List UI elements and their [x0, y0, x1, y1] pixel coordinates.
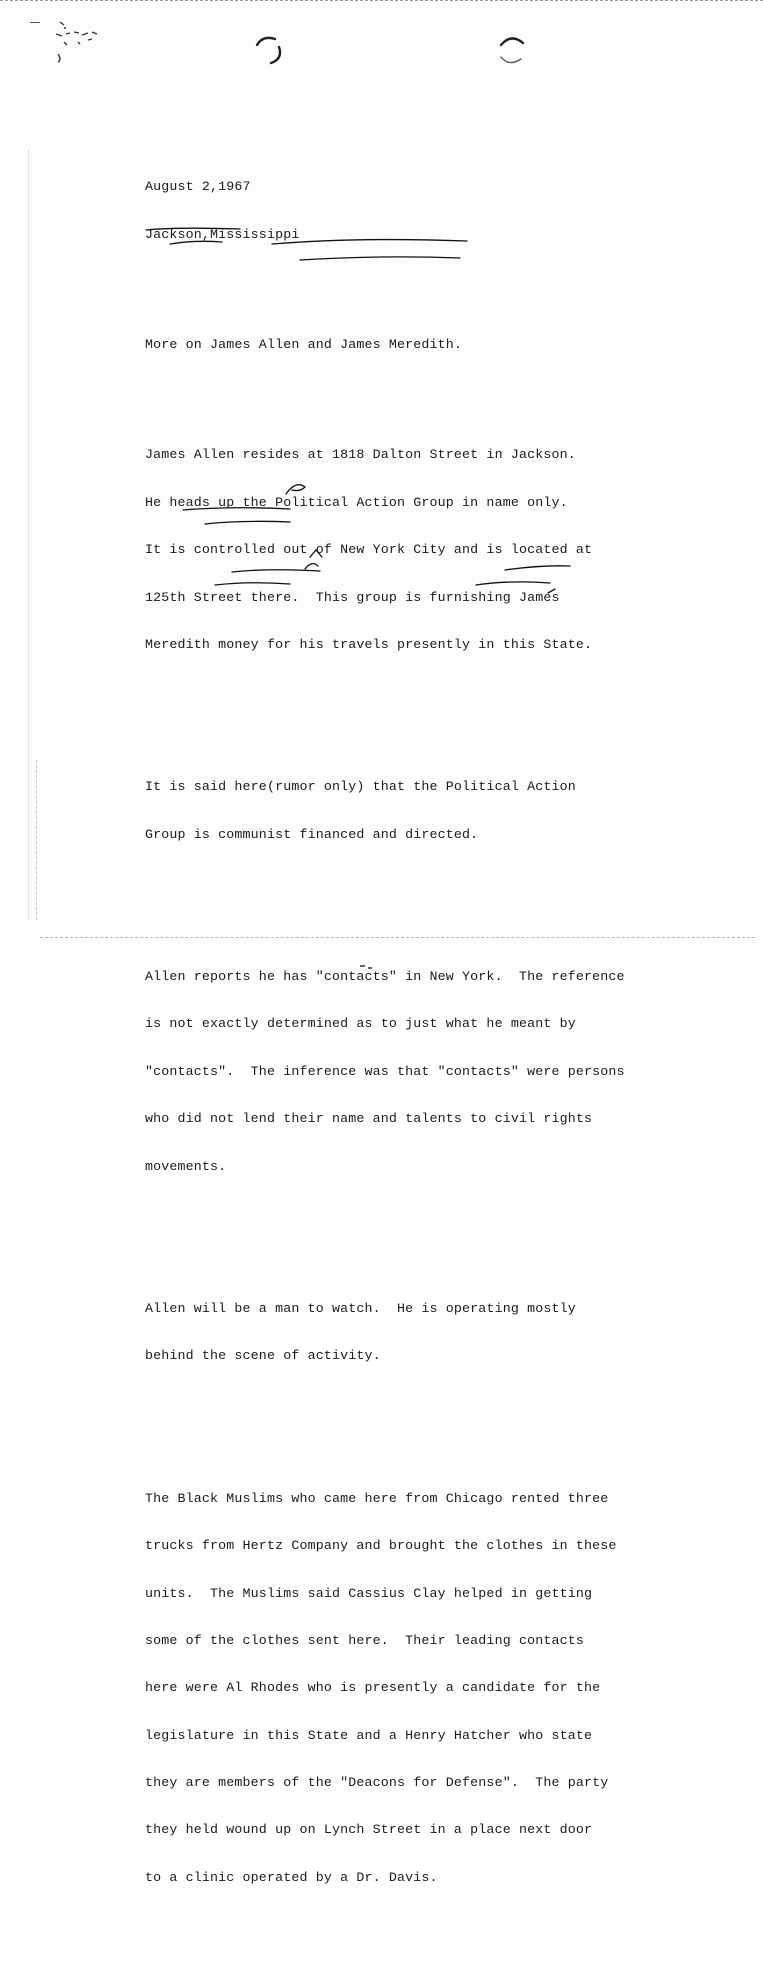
paragraph-line: Group is communist financed and directed. — [145, 826, 479, 842]
corner-scribble-mark — [52, 18, 112, 68]
paragraph-line: legislature in this State and a Henry Hatcher who state — [145, 1727, 593, 1743]
paragraph-line: who did not lend their name and talents to civil rights — [145, 1111, 593, 1127]
subject-line: More on James Allen and James Meredith. — [145, 336, 463, 352]
paragraph-line: here were Al Rhodes who is presently a candidate for the — [145, 1680, 601, 1696]
dateline — [145, 148, 665, 274]
paragraph-line: behind the scene of activity. — [145, 1348, 381, 1364]
paragraph-line: James Allen resides at 1818 Dalton Street in Jackson. — [145, 447, 576, 463]
footer-mark — [358, 963, 378, 973]
top-perforation-line — [0, 0, 763, 3]
paragraph-line: It is controlled out of New York City and is located at — [145, 542, 593, 558]
paragraph-1 — [145, 416, 665, 685]
paragraph-line: Allen reports he has "contacts" in New York. The reference — [145, 969, 625, 985]
left-margin-line — [28, 150, 31, 920]
paragraph-4 — [145, 1269, 665, 1395]
paragraph-line: units. The Muslims said Cassius Clay helped in getting — [145, 1585, 593, 1601]
bottom-perforation-line — [40, 937, 755, 940]
paragraph-line: trucks from Hertz Company and brought the clothes in these — [145, 1538, 617, 1554]
letter-body — [145, 116, 665, 1965]
paragraph-line: to a clinic operated by a Dr. Davis. — [145, 1869, 438, 1885]
paragraph-line: Meredith money for his travels presently in this State. — [145, 636, 593, 652]
paragraph-line: they held wound up on Lynch Street in a place next door — [145, 1822, 593, 1838]
date: August 2,1967 — [145, 179, 251, 195]
paragraph-line: "contacts". The inference was that "contacts" were persons — [145, 1063, 625, 1079]
paragraph-line: He heads up the Political Action Group in name only. — [145, 494, 568, 510]
paragraph-line: 125th Street there. This group is furnishing James — [145, 589, 560, 605]
margin-mark — [30, 22, 40, 23]
paragraph-line: some of the clothes sent here. Their leading contacts — [145, 1632, 584, 1648]
paragraph-line: Allen will be a man to watch. He is operating mostly — [145, 1300, 576, 1316]
left-margin-line-lower — [36, 760, 39, 920]
paragraph-3 — [145, 937, 665, 1206]
paragraph-line: is not exactly determined as to just what he meant by — [145, 1016, 576, 1032]
paragraph-line: they are members of the "Deacons for Defense". The party — [145, 1775, 609, 1791]
place: Jackson,Mississippi — [145, 226, 300, 242]
paragraph-line: movements. — [145, 1158, 227, 1174]
paragraph-2 — [145, 748, 665, 874]
paragraph-5 — [145, 1459, 665, 1917]
paragraph-line: It is said here(rumor only) that the Political Action — [145, 779, 576, 795]
paragraph-line: The Black Muslims who came here from Chicago rented three — [145, 1490, 609, 1506]
punch-hole-left — [253, 33, 287, 67]
punch-hole-right — [495, 33, 529, 67]
